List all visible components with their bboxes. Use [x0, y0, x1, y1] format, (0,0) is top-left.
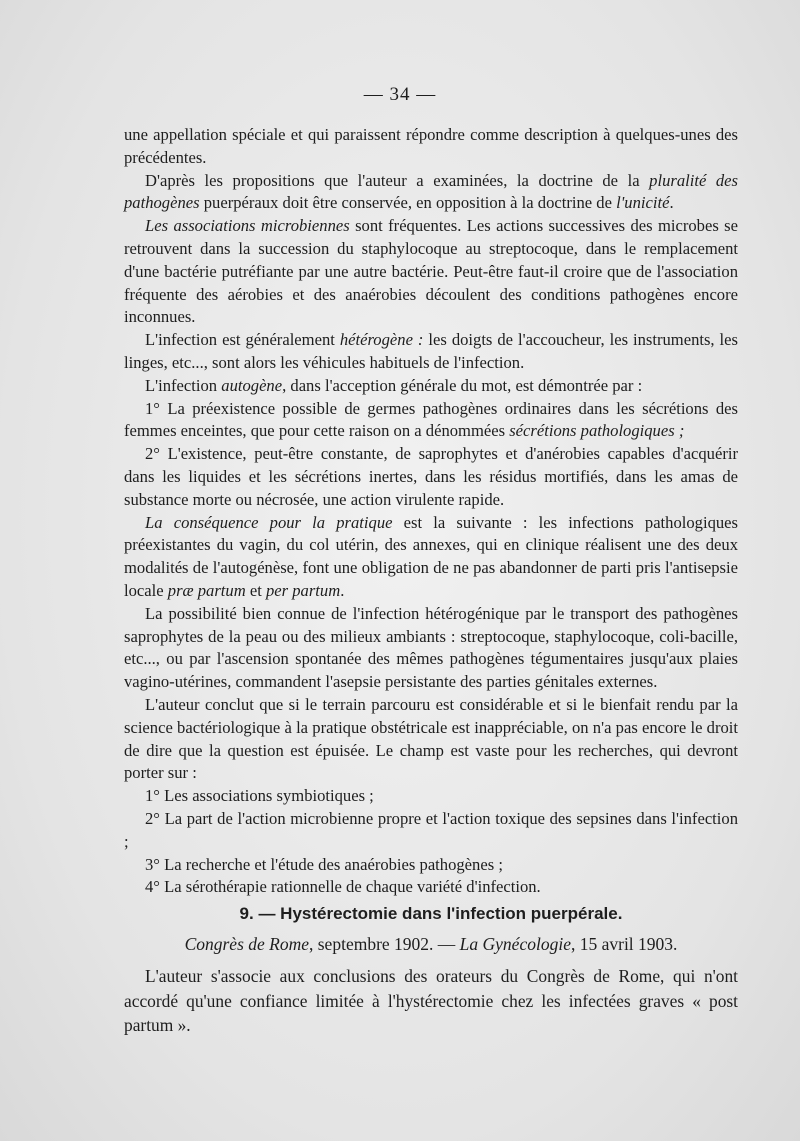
text-run: et [245, 580, 266, 600]
text-run: . [669, 193, 674, 213]
text-run: La possibilité bien connue de l'infection hétérogénique par le transport des pathogènes saprophytes de la peau ou des milieux ambiants : streptocoque, staphylocoque, coli-bacille, etc..., ou par l'ascension spontanée des mêmes pathogènes tégumentaires jusqu'aux plaies vagino-utérines, commandent l'asepsie persistante des parties génitales externes. [124, 603, 738, 692]
text-run: . [340, 580, 345, 600]
section-citation [124, 934, 738, 955]
text-run: 4° La sérothérapie rationnelle de chaque variété d'infection. [145, 877, 541, 897]
citation-venue: Congrès de Rome [184, 934, 309, 954]
text-run: 1° Les associations symbiotiques ; [145, 786, 374, 806]
paragraph-item-2 [124, 443, 738, 511]
text-run: 1° La préexistence possible de germes pathogènes ordinaires dans les sécrétions des femmes enceintes, que pour cette raison on a dénommées [124, 398, 738, 441]
text-run: les doigts de l'accoucheur, les instruments, les linges, etc..., sont alors les véhicules habituels de l'infection. [124, 330, 738, 372]
citation-date: , septembre 1902. — [309, 934, 460, 954]
italic-term: hétérogène : [339, 330, 424, 350]
italic-term: præ partum [167, 580, 246, 600]
italic-term: Les associations microbiennes [145, 216, 350, 236]
italic-term: pluralité des pathogènes [124, 170, 738, 213]
text-run: sont fréquentes. Les actions successives des microbes se retrouvent dans la succession du staphylocoque au streptocoque, dans le remplacement d'une bactérie putréfiante par une autre bactérie. Peut-être faut-il croire que de l'association fréquente des aérobies et des anaérobies découlent des conditions pathogènes encore inconnues. [124, 216, 739, 327]
paragraph-heterogenic [124, 603, 738, 694]
text-run: L'infection [145, 375, 222, 395]
paragraph-heterogene [124, 329, 738, 375]
paragraph-associations [124, 215, 738, 329]
italic-term: per partum [265, 580, 341, 600]
section-summary [124, 964, 738, 1038]
text-run: une appellation spéciale et qui paraissent répondre comme description à quelques-unes des précédentes. [124, 125, 738, 167]
research-item-2 [124, 808, 738, 854]
section-title: 9. — Hystérectomie dans l'infection puerpérale. [239, 904, 623, 923]
research-item-4 [124, 876, 738, 899]
italic-term: l'unicité [616, 193, 670, 213]
text-run: 3° La recherche et l'étude des anaérobies pathogènes ; [145, 854, 503, 874]
text-run: 2° La part de l'action microbienne propre et l'action toxique des sepsines dans l'infection ; [124, 808, 738, 851]
paragraph-continuation [124, 124, 738, 170]
research-item-1 [124, 785, 738, 808]
paragraph-autogene [124, 375, 738, 398]
text-run: 2° L'existence, peut-être constante, de saprophytes et d'anérobies capables d'acquérir dans les liquides et les sécrétions inertes, dans les résidus mortifiés, dans les amas de substance morte ou nécrosée, une action virulente rapide. [124, 444, 738, 509]
body-text [124, 124, 738, 899]
text-run: L'auteur conclut que si le terrain parcouru est considérable et si le bienfait rendu par la science bactériologique à la pratique obstétricale est inappréciable, on n'a pas encore le droit de dire que la question est épuisée. Le champ est vaste pour les recherches, qui devront porter sur : [124, 694, 738, 783]
page-number: — 34 — [363, 84, 437, 105]
text-run: L'infection est généralement [145, 330, 340, 350]
italic-term: autogène [221, 375, 283, 395]
italic-term: sécrétions pathologiques ; [509, 421, 685, 441]
italic-term: La conséquence pour la pratique [145, 512, 393, 532]
paragraph-consequence [124, 512, 738, 603]
text-run: , dans l'acception générale du mot, est démontrée par : [282, 375, 643, 395]
citation-journal: La Gynécologie [459, 934, 571, 954]
paragraph-item-1 [124, 398, 738, 444]
text-run: est la suivante : les infections pathologiques préexistantes du vagin, du col utérin, des annexes, qui en clinique réalisent une des deux modalités de l'autogénèse, font une obligation de ne pas abandonner de parti pris l'antisepsie locale [124, 512, 738, 600]
summary-paragraph: L'auteur s'associe aux conclusions des orateurs du Congrès de Rome, qui n'ont accordé qu'une confiance limitée à l'hystérectomie chez les infectées graves « post partum ». [124, 966, 738, 1035]
paragraph-plurality [124, 170, 738, 216]
research-item-3 [124, 854, 738, 877]
paragraph-conclusion [124, 694, 738, 785]
text-run: D'après les propositions que l'auteur a examinées, la doctrine de la [145, 170, 650, 190]
citation-date: , 15 avril 1903. [570, 934, 678, 954]
text-run: puerpéraux doit être conservée, en opposition à la doctrine de [199, 193, 617, 213]
